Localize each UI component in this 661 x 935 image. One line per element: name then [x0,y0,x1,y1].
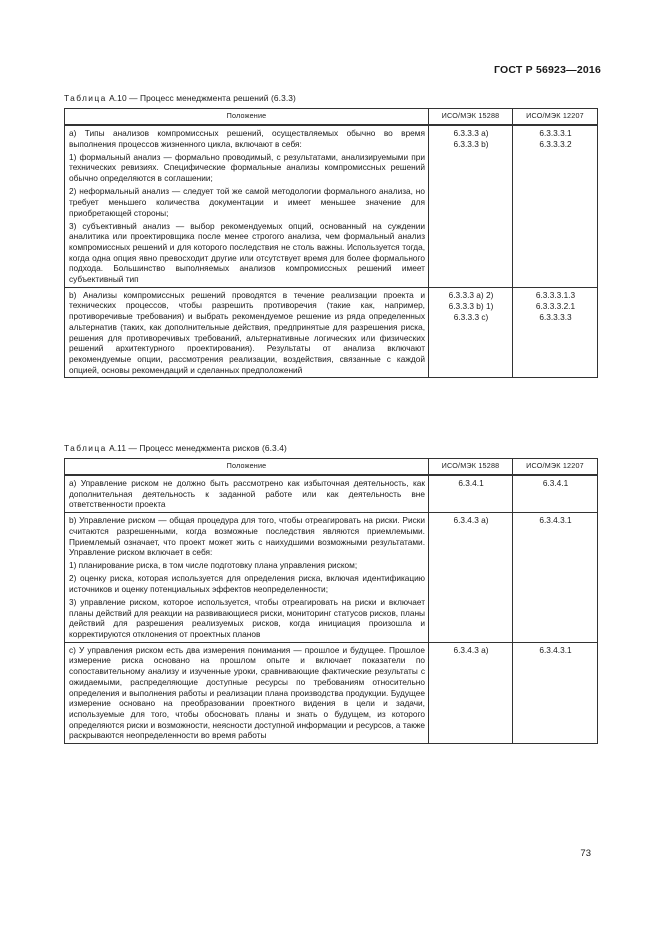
paragraph: 1) формальный анализ — формально проводимый, с результатами, анализируемыми при технических ревизиях. Специфические формальные анализы компромиссных решений обычно определяются в соглашении; [69,151,425,184]
table-a11-header-iso15288: ИСО/МЭК 15288 [429,459,513,476]
table-a11-row1-text [65,475,429,513]
table-a10-row2-text [65,287,429,378]
table-a11-row1-iso12207 [513,475,598,513]
table-a10-header-row [65,109,598,126]
table-a11-row3-text [65,642,429,743]
paragraph: а) Управление риском не должно быть рассмотрено как избыточная деятельность, как дополнительная деятельность к заданной работе или как деятельность вне ответственности проекта [69,478,425,510]
clause-ref: 6.3.3.3.2.1 [535,300,576,311]
clause-ref: 6.3.3.3 b) [453,139,489,150]
table-a11-row1-iso15288 [429,475,513,513]
clause-ref: 6.3.3.3 b) 1) [448,300,494,311]
table-a10-row1-iso15288 [429,125,513,287]
table-a11-row2-iso15288 [429,513,513,643]
table-a11-row2-iso12207 [513,513,598,643]
clause-ref: 6.3.4.1 [542,478,569,488]
table-row [65,475,598,513]
clause-ref: 6.3.4.3 а) [453,644,489,655]
paragraph: b) Анализы компромиссных решений проводятся в течение реализации проекта и технических процессов, чтобы разрешить противоречия (такие как, например, противоречивые требования) и выбрать рекомендуемое решение из ряда определенных альтернатив (таких, как дополнительные действия, предпринятые для разрешения риска, решения для противоречивых требований, альтернативные логических или физических решений архитектурного проектирования). Результаты от анализа включают рекомендуемые опции, рассмотрения реализации, воздействия, связанные с каждой опцией, основы рекомендаций и сделанных предположений [69,289,425,375]
paragraph: с) У управления риском есть два измерения понимания — прошлое и будущее. Прошлое измерение риска основано на прошлом опыте и включает показатели по сопоставительному анализу и изученные уроки, сравнивающие фактические результаты с ожидаемыми, распределяющие доступные ресурсы по требованиям относительно определения и выполнения работы и реализации плана производства продукции. Будущее измерение основано на преобразовании проектного видения в цели и задачи, используемые для того, чтобы обосновать планы и знать о будущем, из которого определяются риски и возможности, неясности доступной информации и ресурсов, а также раскрываются неопределенности во время работы [69,644,425,741]
paragraph: 2) неформальный анализ — следует той же самой методологии формального анализа, но требует меньшего количества документации и имеет меньшее значение для приобретающей стороны; [69,186,425,218]
clause-ref: 6.3.4.3.1 [539,644,572,655]
table-row [65,642,598,743]
table-a10-header-position: Положение [65,109,429,126]
paragraph: 3) управление риском, которое используется, чтобы отреагировать на риски и включает планы действий для реакции на развивающиеся риски, мониторинг статусов рисков, планы действий для разрешения реализуемых рисков, когда инициация произошла и корректируются отклонения от проектных планов [69,596,425,640]
paragraph: b) Управление риском — общая процедура для того, чтобы отреагировать на риски. Риски считаются разрешенными, когда возможные последствия являются приемлемыми. Приемлемый означает, что проект может жить с наихудшими возможными результатами. Управление риском включает в себя: [69,515,425,558]
table-row [65,287,598,378]
table-a10-header-iso15288: ИСО/МЭК 15288 [429,109,513,126]
clause-ref: 6.3.3.3.1.3 [535,289,576,300]
clause-ref: 6.3.4.3 а) [453,515,489,526]
table-a10-caption-text: А.10 — Процесс менеджмента решений (6.3.3) [106,93,296,103]
table-a10-caption [64,93,296,103]
table-a11-row2-text [65,513,429,643]
clause-ref: 6.3.4.1 [458,478,484,488]
clause-ref: 6.3.3.3.1 [539,128,572,138]
page-number: 73 [580,848,591,859]
table-a11-header-iso12207: ИСО/МЭК 12207 [513,459,598,476]
table-a11-caption-label: Таблица [64,443,107,453]
table-a11 [64,458,598,744]
table-a10-row2-iso15288 [429,287,513,378]
paragraph: 3) субъективный анализ — выбор рекомендуемых опций, основанный на суждении аналитика или проектировщика после менее строгого анализа, чем формальный анализ компромиссных решений и для которого последствия не столь важны. Используется тогда, когда одна опция явно превосходит другие или отсутствует время для более формального подхода. Большинство выполняемых анализов компромиссных решений имеет субъективный тип [69,220,425,285]
document-code: ГОСТ Р 56923—2016 [493,64,601,76]
table-a11-header-position: Положение [65,459,429,476]
table-a10-row2-iso12207 [513,287,598,378]
table-a10-row1-text [65,125,429,287]
table-a11-row3-iso15288 [429,642,513,743]
clause-ref: 6.3.3.3.3 [539,312,572,323]
table-a11-caption [64,443,287,453]
clause-ref: 6.3.3.3 а) [453,128,489,138]
table-a10-header-iso12207: ИСО/МЭК 12207 [513,109,598,126]
table-a11-row3-iso12207 [513,642,598,743]
table-row [65,125,598,287]
clause-ref: 6.3.3.3.2 [539,139,572,150]
table-row [65,513,598,643]
paragraph: 2) оценку риска, которая используется для определения риска, включая идентификацию источников и оценку потенциальных эффектов неопределенности; [69,573,425,594]
clause-ref: 6.3.3.3 а) 2) [448,289,494,300]
paragraph: 1) планирование риска, в том числе подготовку плана управления риском; [69,560,358,571]
clause-ref: 6.3.4.3.1 [539,515,572,526]
table-a11-header-row [65,459,598,476]
table-a11-caption-text: А.11 — Процесс менеджмента рисков (6.3.4) [106,443,287,453]
table-a10-row1-iso12207 [513,125,598,287]
table-a10 [64,108,598,378]
table-a10-caption-label: Таблица [64,93,107,103]
paragraph: а) Типы анализов компромиссных решений, осуществляемых обычно во время выполнения процессов жизненного цикла, включают в себя: [69,128,425,149]
clause-ref: 6.3.3.3 с) [453,312,489,323]
